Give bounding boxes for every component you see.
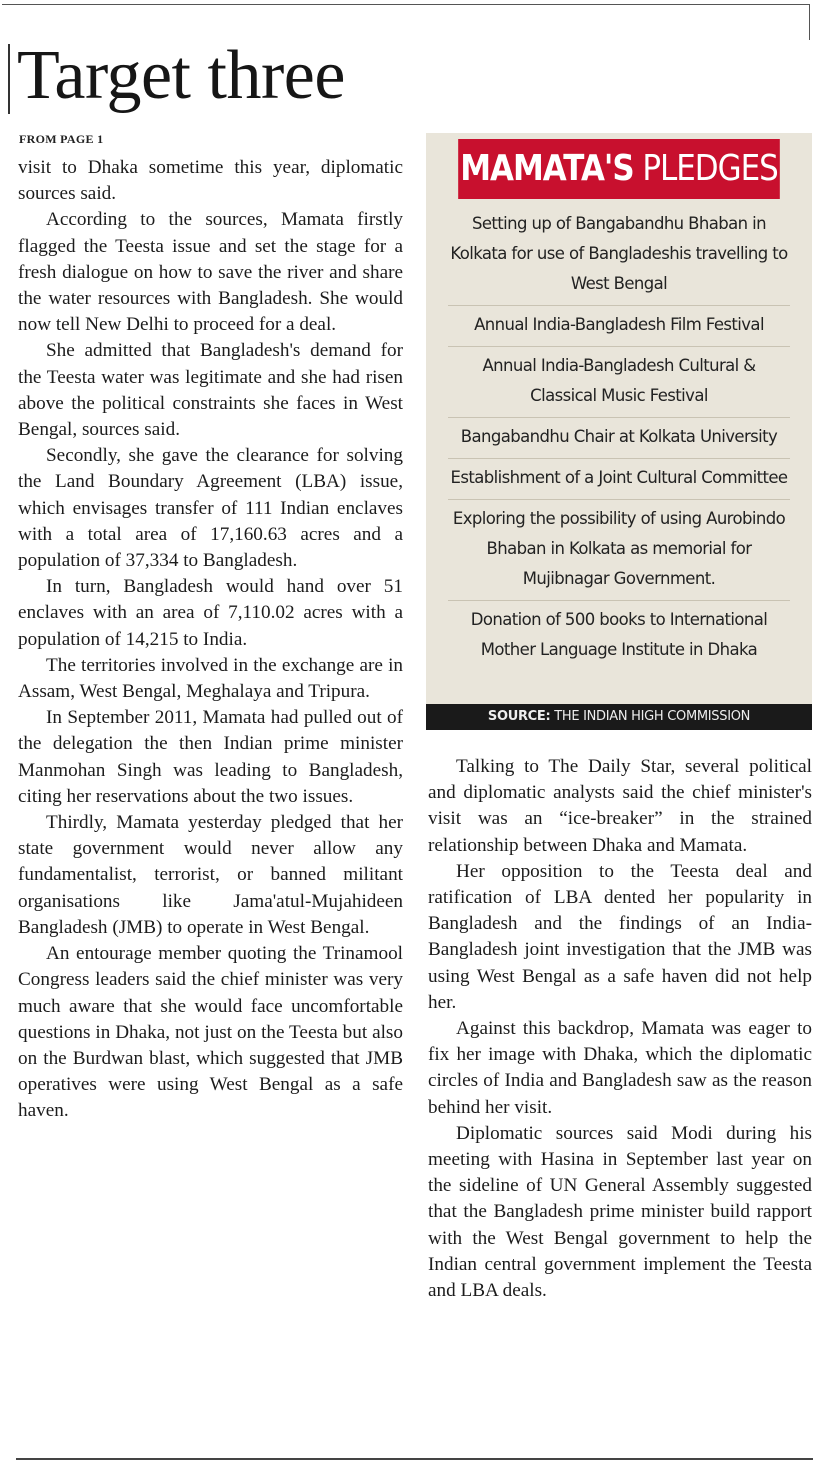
left-rule [8, 44, 10, 114]
paragraph: visit to Dhaka sometime this year, diplomatic sources said. [18, 157, 403, 205]
paragraph: An entourage member quoting the Trinamool Congress leaders said the chief minister was very much aware that she would face uncomfortable questions in Dhaka, not just on the Teesta but also on the Burdwan blast, which suggested that JMB operatives were using West Bengal as a safe haven. [18, 943, 403, 1122]
pledge-item: Bangabandhu Chair at Kolkata University [448, 418, 790, 459]
paragraph: Thirdly, Mamata yesterday pledged that her state government would never allow any fundamentalist, terrorist, or banned militant organisations like Jama'atul-Mujahideen Bangladesh (JMB) to operate in West Bengal. [18, 812, 403, 938]
source-text: THE INDIAN HIGH COMMISSION [550, 709, 751, 724]
pledges-box-title [458, 139, 780, 199]
paragraph: Her opposition to the Teesta deal and ratification of LBA dented her popularity in Bangladesh and the findings of an India-Bangladesh joint investigation that the JMB was using West Bengal as a safe haven did not help her. [428, 860, 812, 1013]
pledges-list [448, 205, 790, 671]
pledge-item: Annual India-Bangladesh Film Festival [448, 306, 790, 347]
kicker: FROM PAGE 1 [19, 132, 104, 146]
right-rule [809, 4, 810, 40]
paragraph: In September 2011, Mamata had pulled out of the delegation the then Indian prime minister Manmohan Singh was leading to Bangladesh, citing her reservations about the two issues. [18, 707, 403, 807]
pledge-item: Establishment of a Joint Cultural Committee [448, 459, 790, 500]
source-label: SOURCE: [487, 709, 551, 724]
pledge-item: Setting up of Bangabandhu Bhaban in Kolkata for use of Bangladeshis travelling to West Bengal [448, 205, 790, 306]
paragraph: Secondly, she gave the clearance for solving the Land Boundary Agreement (LBA) issue, which envisages transfer of 111 Indian enclaves with a total area of 17,160.63 acres and a population of 37,334 to Bangladesh. [18, 445, 403, 572]
paragraph: She admitted that Bangladesh's demand for the Teesta water was legitimate and she had risen above the political constraints she faces in West Bengal, sources said. [18, 340, 403, 441]
pledge-item: Donation of 500 books to International Mother Language Institute in Dhaka [470, 610, 768, 659]
bottom-rule [16, 1458, 813, 1460]
headline: Target three [17, 37, 345, 114]
top-rule [2, 4, 810, 5]
paragraph: Diplomatic sources said Modi during his meeting with Hasina in September last year on the sideline of UN General Assembly suggested that the Bangladesh prime minister build rapport with the West Bengal government to help the Indian central government implement the Teesta and LBA deals. [428, 1122, 812, 1302]
paragraph: In turn, Bangladesh would hand over 51 enclaves with an area of 7,110.02 acres with a population of 14,215 to India. [18, 576, 403, 650]
pledges-title-rest: PLEDGES [633, 148, 778, 189]
pledges-title-bold: MAMATA'S [460, 148, 634, 189]
paragraph: According to the sources, Mamata firstly flagged the Teesta issue and set the stage for a fresh dialogue on how to save the river and share the water resources with Bangladesh. She would now tell New Delhi to proceed for a deal. [18, 209, 403, 336]
paragraph: Talking to The Daily Star, several political and diplomatic analysts said the chief minister's visit was an “ice-breaker” in the strained relationship between Dhaka and Mamata. [428, 756, 812, 856]
paragraph: The territories involved in the exchange are in Assam, West Bengal, Meghalaya and Tripura. [18, 654, 403, 703]
left-column [18, 155, 403, 1125]
source-bar [426, 704, 812, 730]
right-column [428, 754, 812, 1304]
pledge-item: Exploring the possibility of using Aurobindo Bhaban in Kolkata as memorial for Mujibnagar Government. [448, 500, 790, 601]
paragraph: Against this backdrop, Mamata was eager to fix her image with Dhaka, which the diplomatic circles of India and Bangladesh saw as the reason behind her visit. [428, 1018, 812, 1118]
pledge-item: Annual India-Bangladesh Cultural & Classical Music Festival [448, 347, 790, 418]
pledges-box [426, 133, 812, 730]
